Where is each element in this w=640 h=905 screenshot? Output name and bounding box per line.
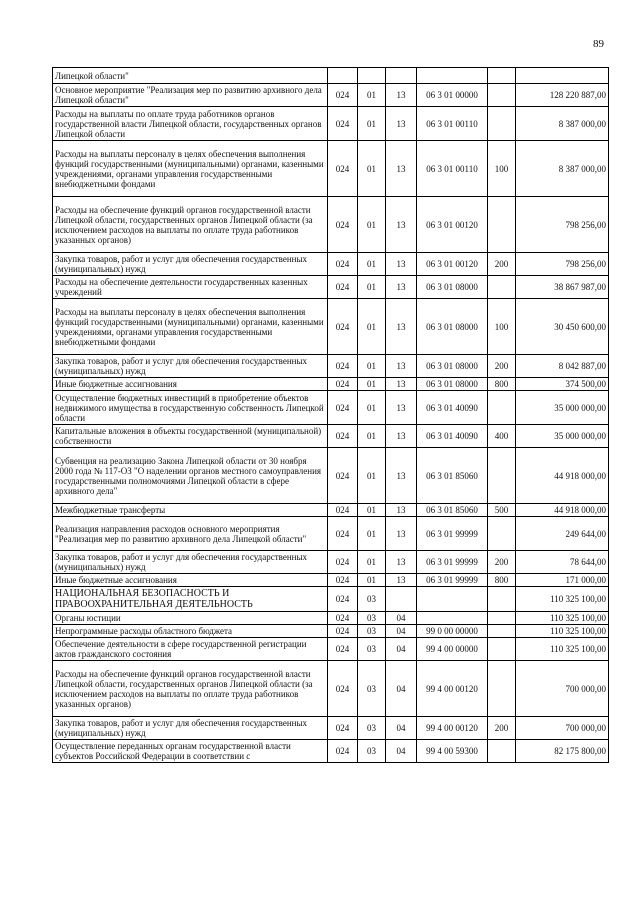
row-subsection: 04 [386,625,417,638]
row-code: 024 [328,638,358,661]
table-row [53,551,609,574]
table-row [53,574,609,587]
row-name: Закупка товаров, работ и услуг для обеспечения государственных (муниципальных) нужд [53,355,328,378]
row-expense-type [488,84,516,107]
row-code: 024 [328,612,358,625]
row-amount: 110 325 100,00 [516,638,609,661]
row-code: 024 [328,253,358,276]
row-target-article: 06 3 01 00110 [417,141,488,197]
row-subsection: 13 [386,197,417,253]
row-target-article: 99 4 00 00120 [417,661,488,717]
row-code: 024 [328,425,358,448]
row-name: Расходы на выплаты персоналу в целях обеспечения выполнения функций государственными (муниципальными) органами, казенными учреждениями, органами управления государственными внебюджетными фондами [53,141,328,197]
row-amount: 35 000 000,00 [516,425,609,448]
row-name: Обеспечение деятельности в сфере государственной регистрации актов гражданского состояния [53,638,328,661]
row-section: 03 [358,625,386,638]
row-code: 024 [328,355,358,378]
row-target-article: 06 3 01 40090 [417,425,488,448]
row-amount: 44 918 000,00 [516,504,609,517]
row-subsection: 13 [386,574,417,587]
row-section: 03 [358,717,386,740]
row-code: 024 [328,141,358,197]
row-code: 024 [328,276,358,299]
row-target-article [417,68,488,84]
row-section: 01 [358,574,386,587]
row-target-article: 99 4 00 00000 [417,638,488,661]
row-expense-type: 800 [488,574,516,587]
row-section: 01 [358,253,386,276]
row-expense-type [488,587,516,612]
table-row [53,141,609,197]
row-name: Реализация направления расходов основного мероприятия "Реализация мер по развитию архивного дела Липецкой области" [53,517,328,551]
row-name: НАЦИОНАЛЬНАЯ БЕЗОПАСНОСТЬ И ПРАВООХРАНИТЕЛЬНАЯ ДЕЯТЕЛЬНОСТЬ [53,587,328,612]
row-expense-type: 200 [488,717,516,740]
row-code: 024 [328,625,358,638]
row-expense-type [488,448,516,504]
row-amount: 8 387 000,00 [516,107,609,141]
row-subsection: 04 [386,717,417,740]
row-subsection: 13 [386,299,417,355]
table-row [53,378,609,391]
row-subsection: 04 [386,740,417,763]
row-target-article: 99 0 00 00000 [417,625,488,638]
row-target-article [417,612,488,625]
row-section: 03 [358,638,386,661]
table-row [53,612,609,625]
row-expense-type [488,740,516,763]
row-code: 024 [328,391,358,425]
row-section [358,68,386,84]
row-section: 03 [358,661,386,717]
row-section: 01 [358,276,386,299]
budget-table-body [53,68,609,763]
table-row [53,84,609,107]
row-section: 01 [358,197,386,253]
table-row [53,276,609,299]
row-section: 01 [358,551,386,574]
row-target-article: 06 3 01 00110 [417,107,488,141]
row-amount: 110 325 100,00 [516,625,609,638]
row-name: Непрограммные расходы областного бюджета [53,625,328,638]
row-subsection: 13 [386,107,417,141]
row-amount: 171 000,00 [516,574,609,587]
row-subsection: 04 [386,638,417,661]
row-section: 01 [358,299,386,355]
row-name: Расходы на обеспечение функций органов государственной власти Липецкой области, государственных органов Липецкой области (за исключением расходов на выплаты по оплате труда работников указанных органов) [53,661,328,717]
row-section: 01 [358,448,386,504]
row-subsection: 13 [386,355,417,378]
row-target-article: 06 3 01 99999 [417,574,488,587]
row-expense-type: 200 [488,551,516,574]
row-target-article: 06 3 01 08000 [417,276,488,299]
row-name: Основное мероприятие "Реализация мер по развитию архивного дела Липецкой области" [53,84,328,107]
row-amount: 798 256,00 [516,253,609,276]
page-number: 89 [593,38,604,50]
row-code: 024 [328,84,358,107]
row-code: 024 [328,517,358,551]
table-row [53,504,609,517]
row-code: 024 [328,504,358,517]
table-row [53,68,609,84]
row-amount: 38 867 987,00 [516,276,609,299]
row-amount: 110 325 100,00 [516,612,609,625]
row-amount: 249 644,00 [516,517,609,551]
row-name: Закупка товаров, работ и услуг для обеспечения государственных (муниципальных) нужд [53,253,328,276]
row-subsection: 13 [386,448,417,504]
row-subsection: 13 [386,551,417,574]
row-expense-type [488,638,516,661]
table-row [53,587,609,612]
row-target-article: 99 4 00 00120 [417,717,488,740]
row-subsection: 13 [386,84,417,107]
row-section: 03 [358,612,386,625]
row-expense-type: 100 [488,299,516,355]
row-target-article: 06 3 01 08000 [417,378,488,391]
row-code: 024 [328,551,358,574]
row-amount: 110 325 100,00 [516,587,609,612]
row-target-article: 06 3 01 99999 [417,517,488,551]
row-amount: 798 256,00 [516,197,609,253]
row-amount: 35 000 000,00 [516,391,609,425]
row-name: Расходы на обеспечение функций органов государственной власти Липецкой области, государственных органов Липецкой области (за исключением расходов на выплаты по оплате труда работников указанных органов) [53,197,328,253]
row-subsection: 13 [386,517,417,551]
row-target-article: 06 3 01 00000 [417,84,488,107]
row-subsection: 13 [386,276,417,299]
row-name: Расходы на выплаты по оплате труда работников органов государственной власти Липецкой области, государственных органов Липецкой области [53,107,328,141]
row-code: 024 [328,661,358,717]
row-amount: 44 918 000,00 [516,448,609,504]
row-target-article: 99 4 00 59300 [417,740,488,763]
row-target-article: 06 3 01 00120 [417,197,488,253]
row-subsection: 04 [386,612,417,625]
row-expense-type: 100 [488,141,516,197]
row-code: 024 [328,107,358,141]
row-name: Осуществление бюджетных инвестиций в приобретение объектов недвижимого имущества в государственную собственность Липецкой области [53,391,328,425]
row-subsection: 13 [386,504,417,517]
row-section: 01 [358,107,386,141]
row-expense-type [488,68,516,84]
row-code: 024 [328,448,358,504]
row-code: 024 [328,299,358,355]
row-target-article: 06 3 01 85060 [417,504,488,517]
row-expense-type [488,276,516,299]
row-amount: 8 387 000,00 [516,141,609,197]
row-section: 01 [358,391,386,425]
row-expense-type [488,517,516,551]
table-row [53,740,609,763]
row-section: 01 [358,141,386,197]
row-section: 01 [358,517,386,551]
row-name: Межбюджетные трансферты [53,504,328,517]
row-name: Органы юстиции [53,612,328,625]
row-expense-type [488,391,516,425]
table-row [53,717,609,740]
row-name: Расходы на выплаты персоналу в целях обеспечения выполнения функций государственными (муниципальными) органами, казенными учреждениями, органами управления государственными внебюджетными фондами [53,299,328,355]
row-expense-type [488,197,516,253]
row-expense-type: 400 [488,425,516,448]
row-subsection: 13 [386,425,417,448]
table-row [53,448,609,504]
row-section: 01 [358,504,386,517]
row-section: 01 [358,84,386,107]
row-amount: 30 450 600,00 [516,299,609,355]
row-expense-type: 800 [488,378,516,391]
table-row [53,661,609,717]
row-name: Иные бюджетные ассигнования [53,378,328,391]
row-code: 024 [328,378,358,391]
row-expense-type: 200 [488,355,516,378]
row-target-article: 06 3 01 85060 [417,448,488,504]
row-target-article: 06 3 01 08000 [417,299,488,355]
row-name: Капитальные вложения в объекты государственной (муниципальной) собственности [53,425,328,448]
row-subsection: 04 [386,661,417,717]
row-expense-type [488,612,516,625]
row-amount: 700 000,00 [516,661,609,717]
row-code [328,68,358,84]
row-subsection [386,587,417,612]
row-section: 01 [358,378,386,391]
table-row [53,197,609,253]
row-section: 03 [358,587,386,612]
row-name: Расходы на обеспечение деятельности государственных казенных учреждений [53,276,328,299]
budget-table [52,67,609,763]
row-expense-type [488,107,516,141]
row-name: Осуществление переданных органам государственной власти субъектов Российской Федерации в соответствии с [53,740,328,763]
row-section: 01 [358,355,386,378]
table-row [53,391,609,425]
row-name: Закупка товаров, работ и услуг для обеспечения государственных (муниципальных) нужд [53,551,328,574]
table-row [53,107,609,141]
row-subsection: 13 [386,253,417,276]
row-section: 01 [358,425,386,448]
row-subsection: 13 [386,391,417,425]
row-name: Иные бюджетные ассигнования [53,574,328,587]
table-row [53,299,609,355]
row-expense-type: 200 [488,253,516,276]
table-row [53,253,609,276]
row-target-article [417,587,488,612]
row-code: 024 [328,587,358,612]
table-row [53,355,609,378]
row-expense-type: 500 [488,504,516,517]
row-subsection [386,68,417,84]
row-target-article: 06 3 01 40090 [417,391,488,425]
row-amount: 374 500,00 [516,378,609,391]
row-section: 03 [358,740,386,763]
row-code: 024 [328,197,358,253]
row-target-article: 06 3 01 00120 [417,253,488,276]
row-expense-type [488,625,516,638]
row-amount: 128 220 887,00 [516,84,609,107]
row-amount: 82 175 800,00 [516,740,609,763]
row-amount: 8 042 887,00 [516,355,609,378]
row-name: Субвенция на реализацию Закона Липецкой области от 30 ноября 2000 года № 117-ОЗ "О наделении органов местного самоуправления государственными полномочиями Липецкой области в сфере архивного дела" [53,448,328,504]
row-subsection: 13 [386,378,417,391]
row-amount: 700 000,00 [516,717,609,740]
table-row [53,625,609,638]
table-row [53,425,609,448]
row-name: Закупка товаров, работ и услуг для обеспечения государственных (муниципальных) нужд [53,717,328,740]
row-amount [516,68,609,84]
table-row [53,638,609,661]
row-name: Липецкой области" [53,68,328,84]
row-code: 024 [328,574,358,587]
row-target-article: 06 3 01 99999 [417,551,488,574]
row-code: 024 [328,717,358,740]
row-target-article: 06 3 01 08000 [417,355,488,378]
row-code: 024 [328,740,358,763]
row-amount: 78 644,00 [516,551,609,574]
row-expense-type [488,661,516,717]
table-row [53,517,609,551]
row-subsection: 13 [386,141,417,197]
